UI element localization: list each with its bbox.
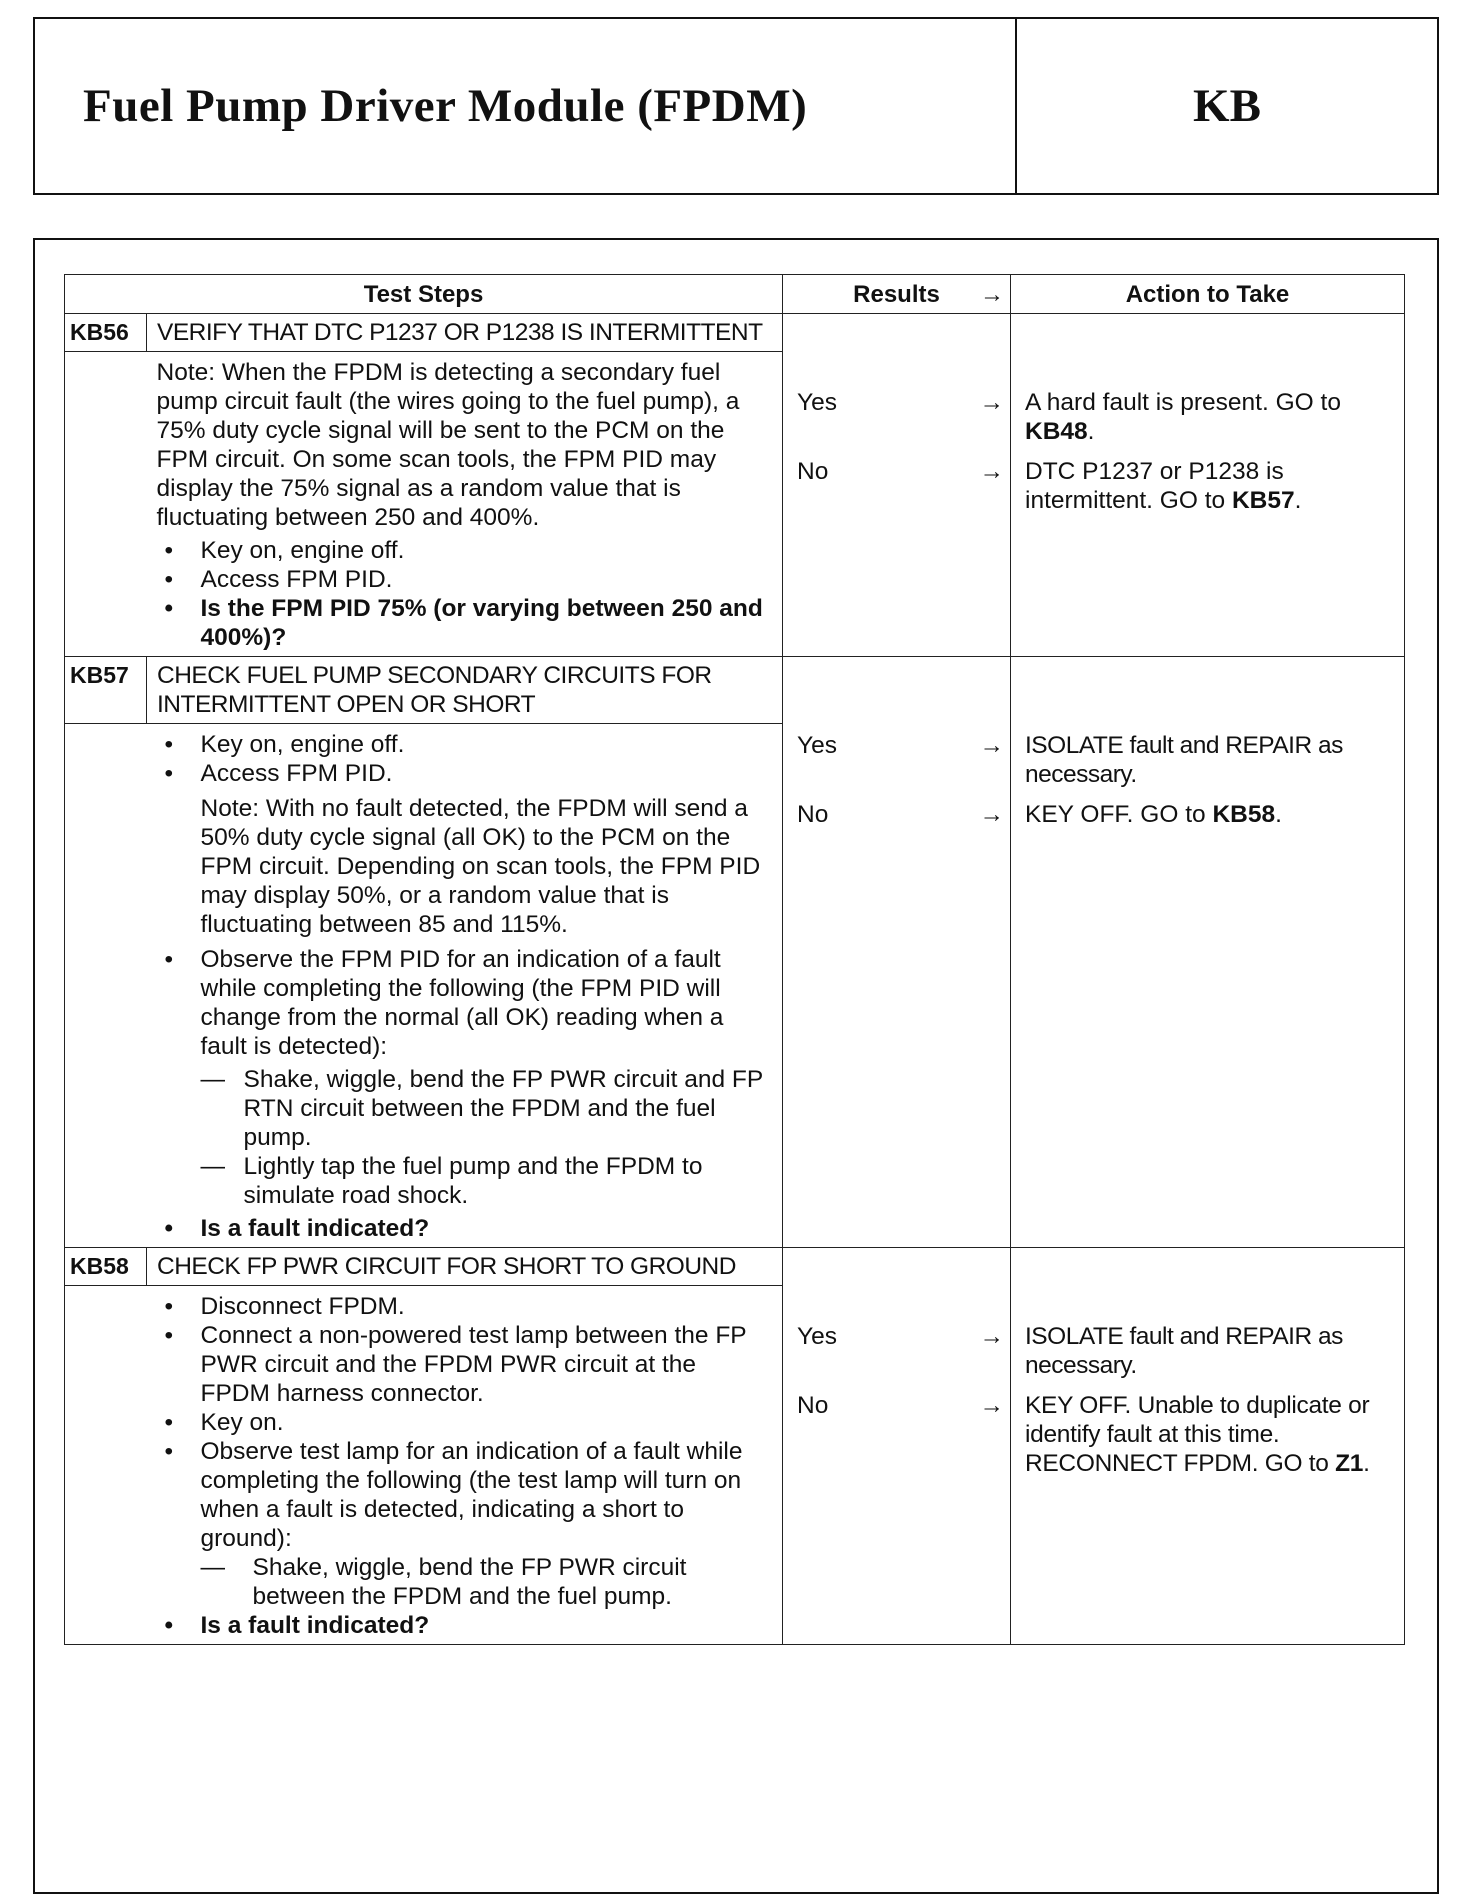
step-id-spacer — [65, 724, 147, 1248]
result-yes-label: Yes — [797, 389, 837, 416]
step-bullets — [157, 945, 773, 1061]
step-question: • Is the FPM PID 75% (or varying between 250 and 400%)? — [157, 594, 773, 652]
step-question: • Is a fault indicated? — [157, 1214, 773, 1243]
action-yes: ISOLATE fault and REPAIR as necessary. — [1025, 732, 1343, 788]
result-yes-label: Yes — [797, 1323, 837, 1350]
right-arrow-icon: → — [979, 389, 1004, 416]
step-id-spacer — [65, 352, 147, 657]
step-bullets — [157, 1611, 773, 1640]
col-header-test-steps: Test Steps — [65, 275, 783, 314]
result-no-label: No — [797, 801, 829, 828]
result-no — [783, 457, 1010, 486]
list-item: • Access FPM PID. — [157, 759, 773, 788]
right-arrow-icon: → — [979, 1323, 1004, 1350]
right-arrow-icon: → — [979, 801, 1004, 828]
list-item: — Shake, wiggle, bend the FP PWR circuit and FP RTN circuit between the FPDM and the fuel pump. — [157, 1065, 773, 1152]
table-row — [65, 314, 1405, 352]
step-bullets — [157, 1292, 773, 1553]
list-item: • Key on. — [157, 1408, 773, 1437]
table-row — [65, 1248, 1405, 1286]
list-item: • Disconnect FPDM. — [157, 1292, 773, 1321]
right-arrow-icon: → — [979, 732, 1004, 759]
results-cell — [783, 1248, 1011, 1645]
table-header-row — [65, 275, 1405, 314]
col-header-action: Action to Take — [1011, 275, 1405, 314]
action-no: KEY OFF. GO to KB58. — [1025, 801, 1282, 828]
list-item: • Access FPM PID. — [157, 565, 773, 594]
step-question: • Is a fault indicated? — [157, 1611, 773, 1640]
right-arrow-icon: → — [980, 281, 1004, 308]
right-arrow-icon: → — [979, 458, 1004, 485]
list-item: • Key on, engine off. — [157, 730, 773, 759]
step-id: KB56 — [65, 314, 147, 352]
step-body — [147, 352, 783, 657]
action-cell — [1011, 657, 1405, 1248]
right-arrow-icon: → — [979, 1392, 1004, 1419]
action-yes: ISOLATE fault and REPAIR as necessary. — [1025, 1323, 1343, 1379]
step-id: KB58 — [65, 1248, 147, 1286]
result-yes-label: Yes — [797, 732, 837, 759]
results-cell — [783, 657, 1011, 1248]
result-no — [783, 1391, 1010, 1420]
page-header — [33, 17, 1439, 195]
test-steps-table — [64, 274, 1405, 1645]
list-item: — Lightly tap the fuel pump and the FPDM to simulate road shock. — [157, 1152, 773, 1210]
step-note: Note: When the FPDM is detecting a secondary fuel pump circuit fault (the wires going to the fuel pump), a 75% duty cycle signal will be sent to the PCM on the FPM circuit. On some scan tools, the FPM PID may display the 75% signal as a random value that is fluctuating between 250 and 400%. — [156, 359, 740, 531]
action-cell — [1011, 1248, 1405, 1645]
step-heading: CHECK FUEL PUMP SECONDARY CIRCUITS FOR INTERMITTENT OPEN OR SHORT — [147, 657, 783, 724]
step-body — [147, 1286, 783, 1645]
list-item: • Observe the FPM PID for an indication of a fault while completing the following (the FPM PID will change from the normal (all OK) reading when a fault is detected): — [157, 945, 773, 1061]
results-cell — [783, 314, 1011, 657]
list-item: — Shake, wiggle, bend the FP PWR circuit between the FPDM and the fuel pump. — [157, 1553, 773, 1611]
list-item: • Key on, engine off. — [157, 536, 773, 565]
result-yes — [783, 1322, 1010, 1351]
section-code-cell — [1017, 19, 1437, 193]
result-yes — [783, 731, 1010, 760]
result-no-label: No — [797, 458, 829, 485]
result-no — [783, 800, 1010, 829]
step-subitems — [157, 1065, 773, 1210]
list-item: • Connect a non-powered test lamp between the FP PWR circuit and the FPDM PWR circuit at the FPDM harness connector. — [157, 1321, 773, 1408]
action-no: DTC P1237 or P1238 is intermittent. GO to KB57. — [1025, 458, 1302, 514]
step-subitems — [157, 1553, 773, 1611]
step-id-spacer — [65, 1286, 147, 1645]
step-id: KB57 — [65, 657, 147, 724]
step-bullets — [157, 536, 773, 652]
step-bullets — [157, 1214, 773, 1243]
result-no-label: No — [797, 1392, 829, 1419]
title-cell — [35, 19, 1017, 193]
col-header-results — [783, 275, 1011, 314]
results-header-label: Results — [853, 280, 940, 308]
action-no: KEY OFF. Unable to duplicate or identify fault at this time. RECONNECT FPDM. GO to Z1. — [1025, 1392, 1370, 1477]
list-item: • Observe test lamp for an indication of a fault while completing the following (the test lamp will turn on when a fault is detected, indicating a short to ground): — [157, 1437, 773, 1553]
action-yes: A hard fault is present. GO to KB48. — [1025, 389, 1341, 445]
step-bullets — [157, 730, 773, 788]
section-code: KB — [1193, 80, 1261, 132]
table-row — [65, 657, 1405, 724]
result-yes — [783, 388, 1010, 417]
step-body — [147, 724, 783, 1248]
step-note: Note: With no fault detected, the FPDM will send a 50% duty cycle signal (all OK) to the PCM on the FPM circuit. Depending on scan tools, the FPM PID may display 50%, or a random value that is fluctuating between 85 and 115%. — [200, 795, 761, 938]
step-heading: VERIFY THAT DTC P1237 OR P1238 IS INTERMITTENT — [147, 314, 783, 352]
action-cell — [1011, 314, 1405, 657]
page-title: Fuel Pump Driver Module (FPDM) — [83, 80, 808, 132]
step-heading: CHECK FP PWR CIRCUIT FOR SHORT TO GROUND — [147, 1248, 783, 1286]
